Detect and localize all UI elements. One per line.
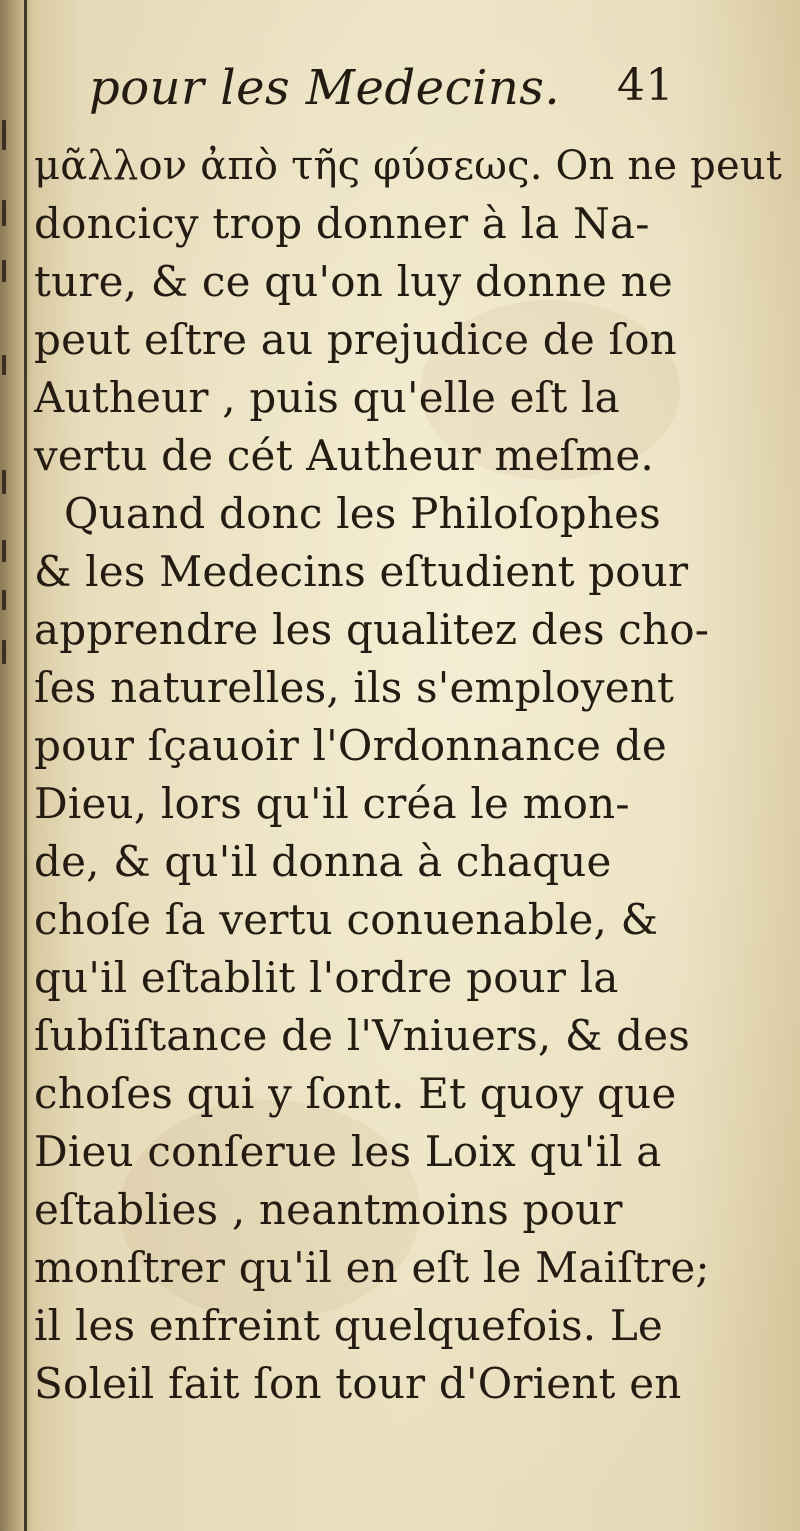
text-line: Soleil fait ſon tour d'Orient en xyxy=(34,1359,682,1408)
text-line: pour ſçauoir l'Ordonnance de xyxy=(34,721,667,770)
body-text xyxy=(34,137,783,1413)
text-line: choſe ſa vertu conuenable, & xyxy=(34,895,659,944)
text-line: & les Medecins eſtudient pour xyxy=(34,547,689,596)
text-line: Dieu conſerue les Loix qu'il a xyxy=(34,1127,662,1176)
text-line: Autheur , puis qu'elle eſt la xyxy=(34,373,620,422)
text-line: vertu de cét Autheur meſme. xyxy=(34,431,654,480)
text-line: μᾶλλον ἀπὸ τῆς φύσεως. On ne peut xyxy=(34,143,783,189)
text-line: Quand donc les Philoſophes xyxy=(64,489,661,538)
text-line: de, & qu'il donna à chaque xyxy=(34,837,612,886)
text-line: il les enfreint quelquefois. Le xyxy=(34,1301,663,1350)
running-title: pour les Medecins. xyxy=(89,60,561,116)
text-line: apprendre les qualitez des cho- xyxy=(34,605,710,654)
text-line: peut eſtre au prejudice de ſon xyxy=(34,315,677,364)
text-line: qu'il eſtablit l'ordre pour la xyxy=(34,953,619,1002)
text-line: choſes qui y ſont. Et quoy que xyxy=(34,1069,677,1118)
text-line: Dieu, lors qu'il créa le mon- xyxy=(34,779,630,828)
text-line: ſubſiſtance de l'Vniuers, & des xyxy=(34,1011,691,1060)
text-block xyxy=(34,55,783,1413)
gutter-edge-line xyxy=(24,0,27,1531)
text-line: ture, & ce qu'on luy donne ne xyxy=(34,257,673,306)
page-header xyxy=(34,55,774,125)
text-line: eſtablies , neantmoins pour xyxy=(34,1185,623,1234)
text-line: monſtrer qu'il en eſt le Maiſtre; xyxy=(34,1243,710,1292)
facing-page-bleed-marks xyxy=(2,120,16,680)
text-line: ſes naturelles, ils s'employent xyxy=(34,663,675,712)
text-line: doncicy trop donner à la Na- xyxy=(34,199,650,248)
page-number: 41 xyxy=(617,60,674,111)
